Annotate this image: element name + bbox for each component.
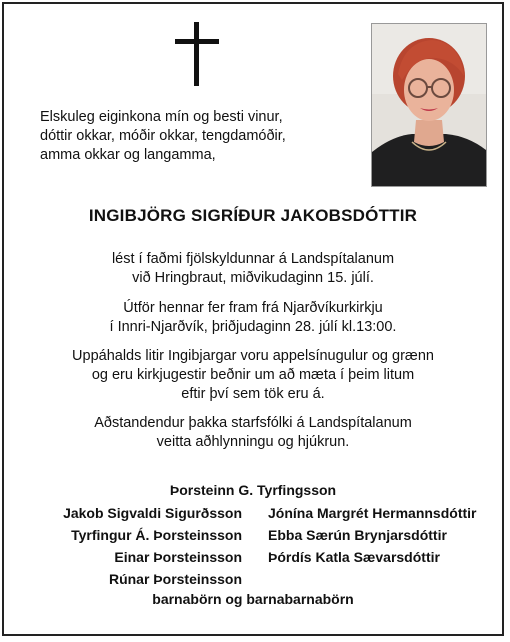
intro-line: Elskuleg eiginkona mín og besti vinur, <box>40 109 283 125</box>
paragraph-line: við Hringbraut, miðvikudaginn 15. júlí. <box>132 270 374 286</box>
intro-line: amma okkar og langamma, <box>40 147 216 163</box>
signature-left: Rúnar Þorsteinsson <box>108 571 242 587</box>
paragraph-line: Útför hennar fer fram frá Njarðvíkurkirkju <box>123 300 383 316</box>
paragraph-line: lést í faðmi fjölskyldunnar á Landspítalanum <box>111 251 395 267</box>
intro-text <box>40 108 286 165</box>
signature-left: Tyrfingur Á. Þorsteinsson <box>71 527 242 543</box>
portrait-photo <box>371 23 487 187</box>
funeral-paragraph <box>0 299 506 337</box>
signature-right: Jónína Margrét Hermannsdóttir <box>268 505 477 521</box>
deceased-name: INGIBJÖRG SIGRÍÐUR JAKOBSDÓTTIR <box>88 206 418 225</box>
thanks-paragraph <box>0 414 506 452</box>
signature-spouse: Þorsteinn G. Tyrfingsson <box>169 482 337 498</box>
paragraph-line: veitta aðhlynningu og hjúkrun. <box>156 434 350 450</box>
signature-closing: barnabörn og barnabarnabörn <box>152 591 354 607</box>
paragraph-line: í Innri-Njarðvík, þriðjudaginn 28. júlí kl.13:00. <box>109 319 397 335</box>
signature-left: Jakob Sigvaldi Sigurðsson <box>63 505 242 521</box>
signature-left: Einar Þorsteinsson <box>114 549 242 565</box>
death-notice-paragraph <box>0 250 506 288</box>
paragraph-line: og eru kirkjugestir beðnir um að mæta í þeim litum <box>91 367 415 383</box>
intro-line: dóttir okkar, móðir okkar, tengdamóðir, <box>40 128 286 144</box>
colors-paragraph <box>0 347 506 404</box>
signature-right: Ebba Særún Brynjarsdóttir <box>268 527 447 543</box>
paragraph-line: Aðstandendur þakka starfsfólki á Landspítalanum <box>94 415 412 431</box>
paragraph-line: Uppáhalds litir Ingibjargar voru appelsínugulur og grænn <box>72 348 434 364</box>
paragraph-line: eftir því sem tök eru á. <box>181 386 325 402</box>
signature-right: Þórdís Katla Sævarsdóttir <box>268 549 440 565</box>
cross-icon <box>175 22 219 86</box>
